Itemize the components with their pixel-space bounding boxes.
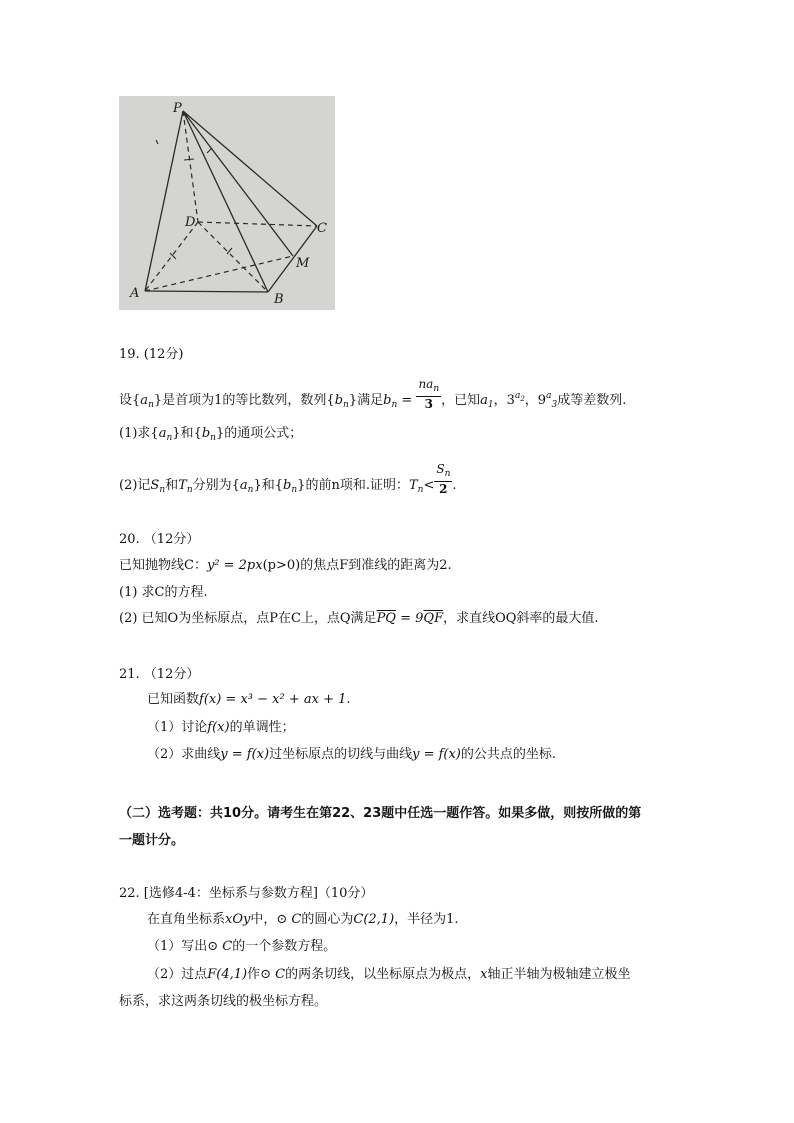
section-heading-line2: 一题计分。 <box>119 833 185 848</box>
q22-part1: （1）写出⊙ C的一个参数方程。 <box>147 939 337 954</box>
q19-fraction: $\frac{na_n}{3}$ <box>418 377 440 411</box>
q20-part2: (2) 已知O为坐标原点，点P在C上，点Q满足$\overline{PQ} = 9\overline{QF}$，求直线OQ斜率的最大值. <box>119 611 599 626</box>
pyramid-figure <box>119 96 335 310</box>
label-P: P <box>173 101 182 116</box>
q21-header: 21. （12分） <box>119 667 200 682</box>
q22-header: 22. [选修4-4：坐标系与参数方程]（10分） <box>119 886 374 901</box>
label-M: M <box>296 256 310 271</box>
q19-part2: (2)记$S_n$和$T_n$分别为$\{a_n\}$和$\{b_n\}$的前n项和.证明：$T_n<$ $\frac{S_n}{2}$ . <box>119 462 457 496</box>
q22-part2-line2: 标系，求这两条切线的极坐标方程。 <box>119 994 328 1009</box>
q19-header: 19. (12分) <box>119 347 184 362</box>
label-C: C <box>317 221 327 236</box>
q19-fraction-s-over-2: $\frac{S_n}{2}$ <box>436 462 451 496</box>
label-D: D <box>185 215 196 230</box>
q20-line1: 已知抛物线C：y² = 2px(p>0)的焦点F到准线的距离为2. <box>119 558 452 573</box>
label-A: A <box>130 286 140 301</box>
q21-line1: 已知函数f(x) = x³ − x² + ax + 1. <box>147 692 351 707</box>
q21-part2: （2）求曲线y = f(x)过坐标原点的切线与曲线y = f(x)的公共点的坐标. <box>147 747 557 762</box>
q20-part1: (1) 求C的方程. <box>119 585 208 600</box>
section-heading-line1: （二）选考题：共10分。请考生在第22、23题中任选一题作答。如果多做，则按所做的第 <box>119 806 642 821</box>
q21-part1: （1）讨论f(x)的单调性； <box>147 720 295 735</box>
pyramid-diagram <box>119 96 335 310</box>
q22-line1: 在直角坐标系xOy中，⊙ C的圆心为C(2,1)，半径为1. <box>147 912 459 927</box>
q19-part1: (1)求$\{a_n\}$和$\{b_n\}$的通项公式； <box>119 426 303 443</box>
label-B: B <box>274 292 284 307</box>
q19-line1: 设$\{a_n\}$是首项为1的等比数列，数列$\{b_n\}$满足$b_n$ = $\frac{na_n}{3}$ ，已知$a_1$，$3^{a2}$，$9^a_3$成等差数列. <box>119 377 627 411</box>
q22-part2-line1: （2）过点F(4,1)作⊙ C的两条切线，以坐标原点为极点，x轴正半轴为极轴建立极坐 <box>147 967 631 982</box>
q20-header: 20. （12分） <box>119 532 200 547</box>
